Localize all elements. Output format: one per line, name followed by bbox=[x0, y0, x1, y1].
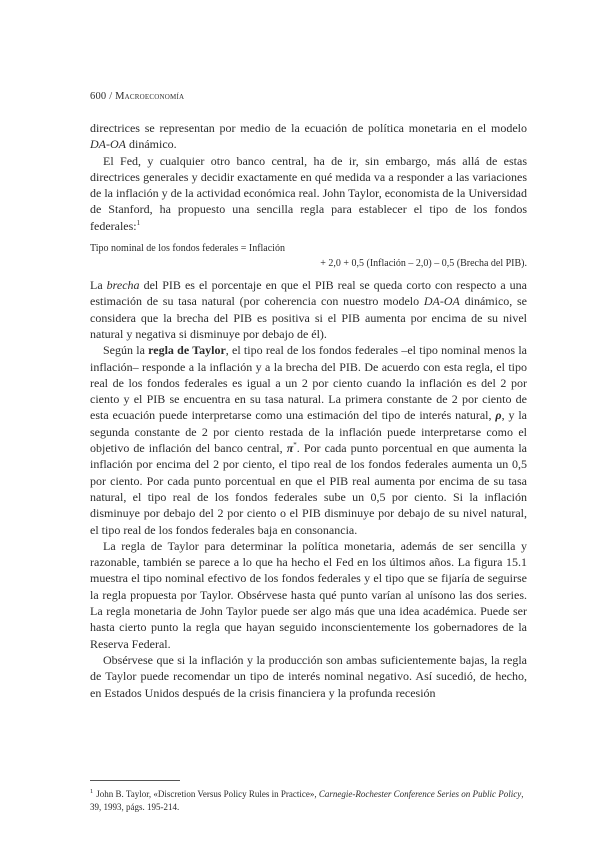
paragraph-3: La brecha del PIB es el porcentaje en que el PIB real se queda corto con respecto a una estimación de su tasa natural (por coherencia con nuestro modelo DA-OA dinámico, se considera que la brecha del PIB es positiva si el PIB aumenta por encima de su nivel natural y negativa si disminuye por debajo de él). bbox=[90, 278, 527, 341]
term-taylor-rule: regla de Taylor bbox=[148, 343, 226, 358]
paragraph-1: directrices se representan por medio de la ecuación de política monetaria en el modelo DA-OA dinámico. bbox=[90, 121, 527, 152]
header-separator: / bbox=[109, 91, 113, 102]
footnote-divider bbox=[90, 780, 180, 781]
footnote: $^1$ John B. Taylor, «Discretion Versus Policy Rules in Practice», Carnegie-Rochester Conference Series on Public Policy, 39, 1993, págs. 195-214. bbox=[90, 788, 524, 812]
paragraph-6: Obsérvese que si la inflación y la producción son ambas suficientemente bajas, la regla de Taylor puede recomendar un tipo de interés nominal negativo. Así sucedió, de hecho, en Estados Unidos después de la crisis financiera y la profunda recesión bbox=[90, 652, 527, 700]
page-number: 600 bbox=[90, 91, 107, 102]
paragraph-2: El Fed, y cualquier otro banco central, ha de ir, sin embargo, más allá de estas directrices generales y decidir exactamente en qué medida va a responder a las variaciones de la inflación y de la actividad económica real. John Taylor, economista de la Universidad de Stanford, ha propuesto una sencilla regla para establecer el tipo de los fondos federales:$^1$ bbox=[90, 153, 527, 233]
footnote-ref[interactable]: 1 bbox=[136, 218, 141, 227]
running-header bbox=[90, 91, 184, 102]
taylor-rule-equation bbox=[90, 241, 527, 271]
equation-line-1: Tipo nominal de los fondos federales = Inflación bbox=[90, 243, 285, 255]
symbol-rho: ρ bbox=[495, 408, 502, 423]
emphasis-da-oa: DA-OA bbox=[90, 137, 126, 152]
paragraph-5: La regla de Taylor para determinar la política monetaria, además de ser sencilla y razonable, también se parece a lo que ha hecho el Fed en los últimos años. La figura 15.1 muestra el tipo nominal efectivo de los fondos federales y el tipo que se fijaría de seguirse la regla propuesta por Taylor. Obsérvese hasta qué punto varían al unísono las dos series. La regla monetaria de John Taylor puede ser algo más que una idea académica. Puede ser hasta cierto punto la regla que hayan seguido inconscientemente los gobernadores de la Reserva Federal. bbox=[90, 538, 527, 651]
body-text bbox=[90, 120, 527, 701]
equation-line-2: + 2,0 + 0,5 (Inflación – 2,0) – 0,5 (Brecha del PIB). bbox=[320, 258, 527, 270]
symbol-pi: π bbox=[286, 441, 294, 456]
paragraph-4: Según la regla de Taylor, el tipo real de los fondos federales –el tipo nominal menos la inflación– responde a la inflación y a la brecha del PIB. De acuerdo con esta regla, el tipo real de los fondos federales es igual a un 2 por ciento cuando la inflación es del 2 por ciento y el PIB se encuentra en su tasa natural. La primera constante de 2 por ciento de esta ecuación puede interpretarse como una estimación del tipo de interés natural, ρ, y la segunda constante de 2 por ciento restada de la inflación puede interpretarse como el objetivo de inflación del banco central, π*. Por cada punto porcentual en que aumenta la inflación por encima del 2 por ciento, el tipo real de los fondos federales aumenta un 0,5 por ciento. Por cada punto porcentual en que el PIB real aumenta por encima de su tasa natural, el tipo real de los fondos federales sube un 0,5 por ciento. Si la inflación disminuye por debajo del 2 por ciento o el PIB disminuye por debajo de su nivel natural, el tipo real de los fondos federales baja en consonancia. bbox=[90, 343, 528, 537]
footnote-number: 1 bbox=[90, 788, 94, 795]
journal-title: Carnegie-Rochester Conference Series on Public Policy bbox=[318, 789, 522, 799]
book-title: Macroeconomía bbox=[115, 91, 185, 102]
